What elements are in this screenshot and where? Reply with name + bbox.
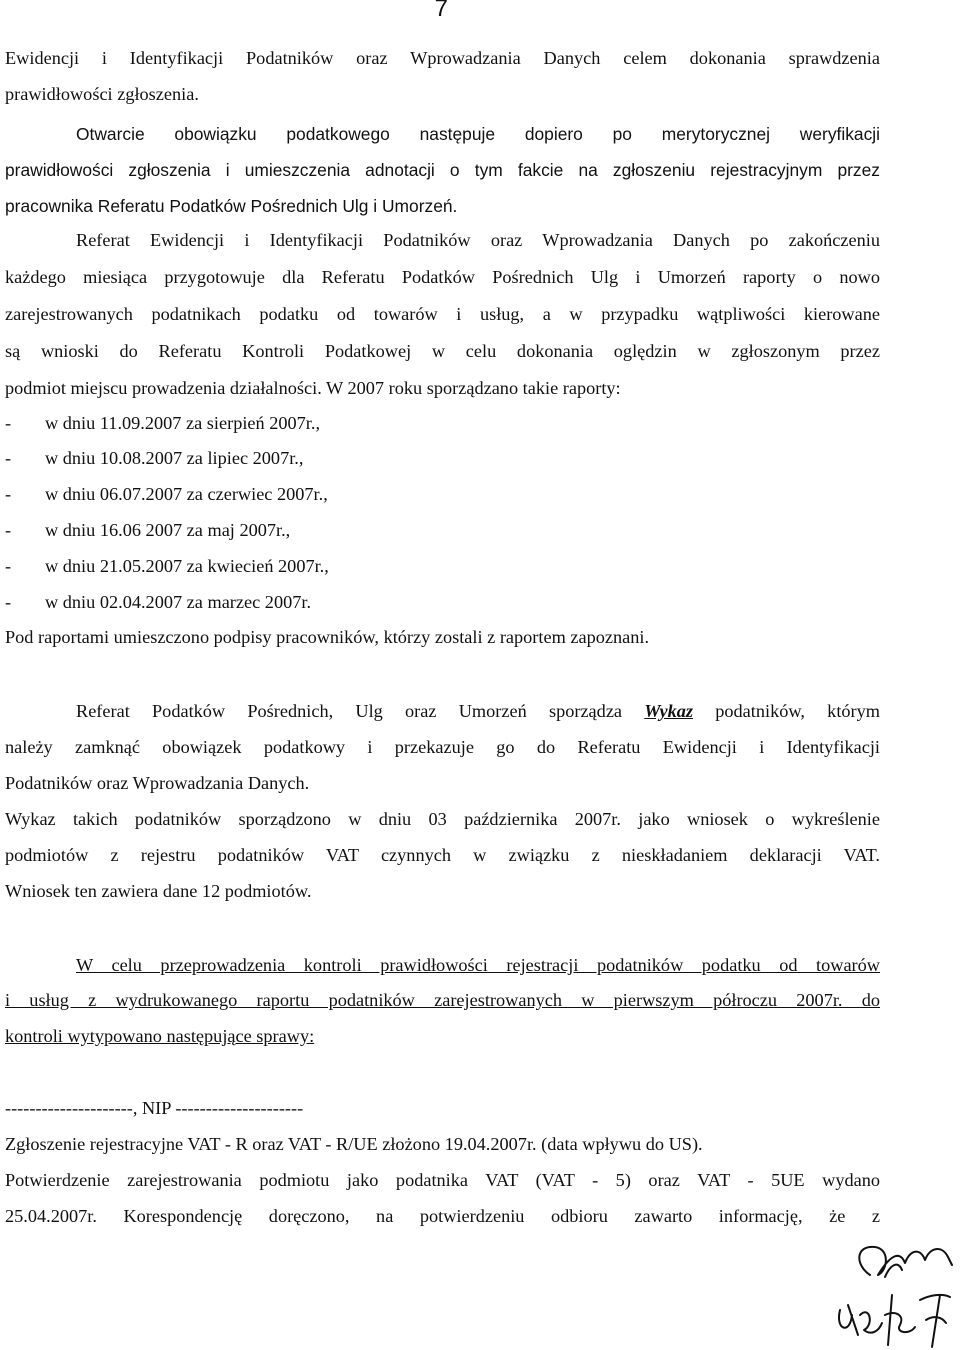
report-text: w dniu 10.08.2007 za lipiec 2007r., [45, 448, 304, 468]
list-dash: - [5, 592, 12, 612]
report-text: w dniu 16.06 2007 za maj 2007r., [45, 520, 291, 540]
report-list-item [5, 484, 880, 506]
para4-line-2: podmiotów z rejestru podatników VAT czynnych w związku z nieskładaniem deklaracji VAT. [5, 845, 880, 865]
report-text: w dniu 11.09.2007 za sierpień 2007r., [45, 413, 321, 433]
report-list-item [5, 520, 880, 542]
wykaz-emphasis: Wykaz [644, 701, 694, 721]
para4-line-3: Wniosek ten zawiera dane 12 podmiotów. [5, 881, 312, 901]
report-list-item [5, 413, 880, 435]
handwritten-signature [830, 1235, 960, 1350]
report-text: w dniu 21.05.2007 za kwiecień 2007r., [45, 556, 329, 576]
list-dash: - [5, 556, 12, 576]
para2-line-2: każdego miesiąca przygotowuje dla Referatu Podatków Pośrednich Ulg i Umorzeń raporty o nowo [5, 267, 880, 287]
list-dash: - [5, 413, 12, 433]
para2-line-1: Referat Ewidencji i Identyfikacji Podatników oraz Wprowadzania Danych po zakończeniu [76, 230, 880, 250]
para2-line-4: są wnioski do Referatu Kontroli Podatkowej w celu dokonania oględzin w zgłoszonym przez [5, 341, 880, 361]
list-dash: - [5, 448, 12, 468]
para2-line-5: podmiot miejscu prowadzenia działalności. W 2007 roku sporządzano takie raporty: [5, 378, 621, 398]
case-line-3: 25.04.2007r. Korespondencję doręczono, na potwierdzeniu odbioru zawarto informację, że z [5, 1206, 880, 1226]
case-line-2: Potwierdzenie zarejestrowania podmiotu jako podatnika VAT (VAT - 5) oraz VAT - 5UE wydano [5, 1170, 880, 1190]
para1-line-3: pracownika Referatu Podatków Pośrednich Ulg i Umorzeń. [5, 196, 458, 216]
para2-line-3: zarejestrowanych podatnikach podatku od towarów i usług, a w przypadku wątpliwości kierowane [5, 304, 880, 324]
para4-line-1: Wykaz takich podatników sporządzono w dniu 03 października 2007r. jako wniosek o wykreślenie [5, 809, 880, 829]
report-text: w dniu 02.04.2007 za marzec 2007r. [45, 592, 312, 612]
control-heading-line-2: i usług z wydrukowanego raportu podatników zarejestrowanych w pierwszym półroczu 2007r. do [5, 990, 880, 1010]
para3-line-1 [76, 701, 880, 723]
para3-text-before: Referat Podatków Pośrednich, Ulg oraz Umorzeń sporządza [76, 701, 645, 721]
signatures-note: Pod raportami umieszczono podpisy pracowników, którzy zostali z raportem zapoznani. [5, 627, 650, 647]
intro-line-2: prawidłowości zgłoszenia. [5, 84, 199, 104]
report-text: w dniu 06.07.2007 za czerwiec 2007r., [45, 484, 328, 504]
para3-line-2: należy zamknąć obowiązek podatkowy i przekazuje go do Referatu Ewidencji i Identyfikacji [5, 737, 880, 757]
para3-text-after: podatników, którym [693, 701, 880, 721]
nip-line: ---------------------, NIP --------------------- [5, 1098, 304, 1118]
para3-line-3: Podatników oraz Wprowadzania Danych. [5, 773, 310, 793]
case-line-1: Zgłoszenie rejestracyjne VAT - R oraz VAT - R/UE złożono 19.04.2007r. (data wpływu do US). [5, 1134, 703, 1154]
para1-line-1: Otwarcie obowiązku podatkowego następuje dopiero po merytorycznej weryfikacji [76, 124, 880, 144]
list-dash: - [5, 484, 12, 504]
report-list-item [5, 556, 880, 578]
control-heading-line-3: kontroli wytypowano następujące sprawy: [5, 1026, 315, 1046]
report-list-item [5, 592, 880, 614]
para1-line-2: prawidłowości zgłoszenia i umieszczenia adnotacji o tym fakcie na zgłoszeniu rejestracyjnym przez [5, 160, 880, 180]
page-number: 7 [434, 0, 448, 22]
intro-line-1: Ewidencji i Identyfikacji Podatników oraz Wprowadzania Danych celem dokonania sprawdzenia [5, 48, 880, 68]
control-heading-line-1: W celu przeprowadzenia kontroli prawidłowości rejestracji podatników podatku od towarów [76, 955, 880, 975]
report-list-item [5, 448, 880, 470]
list-dash: - [5, 520, 12, 540]
